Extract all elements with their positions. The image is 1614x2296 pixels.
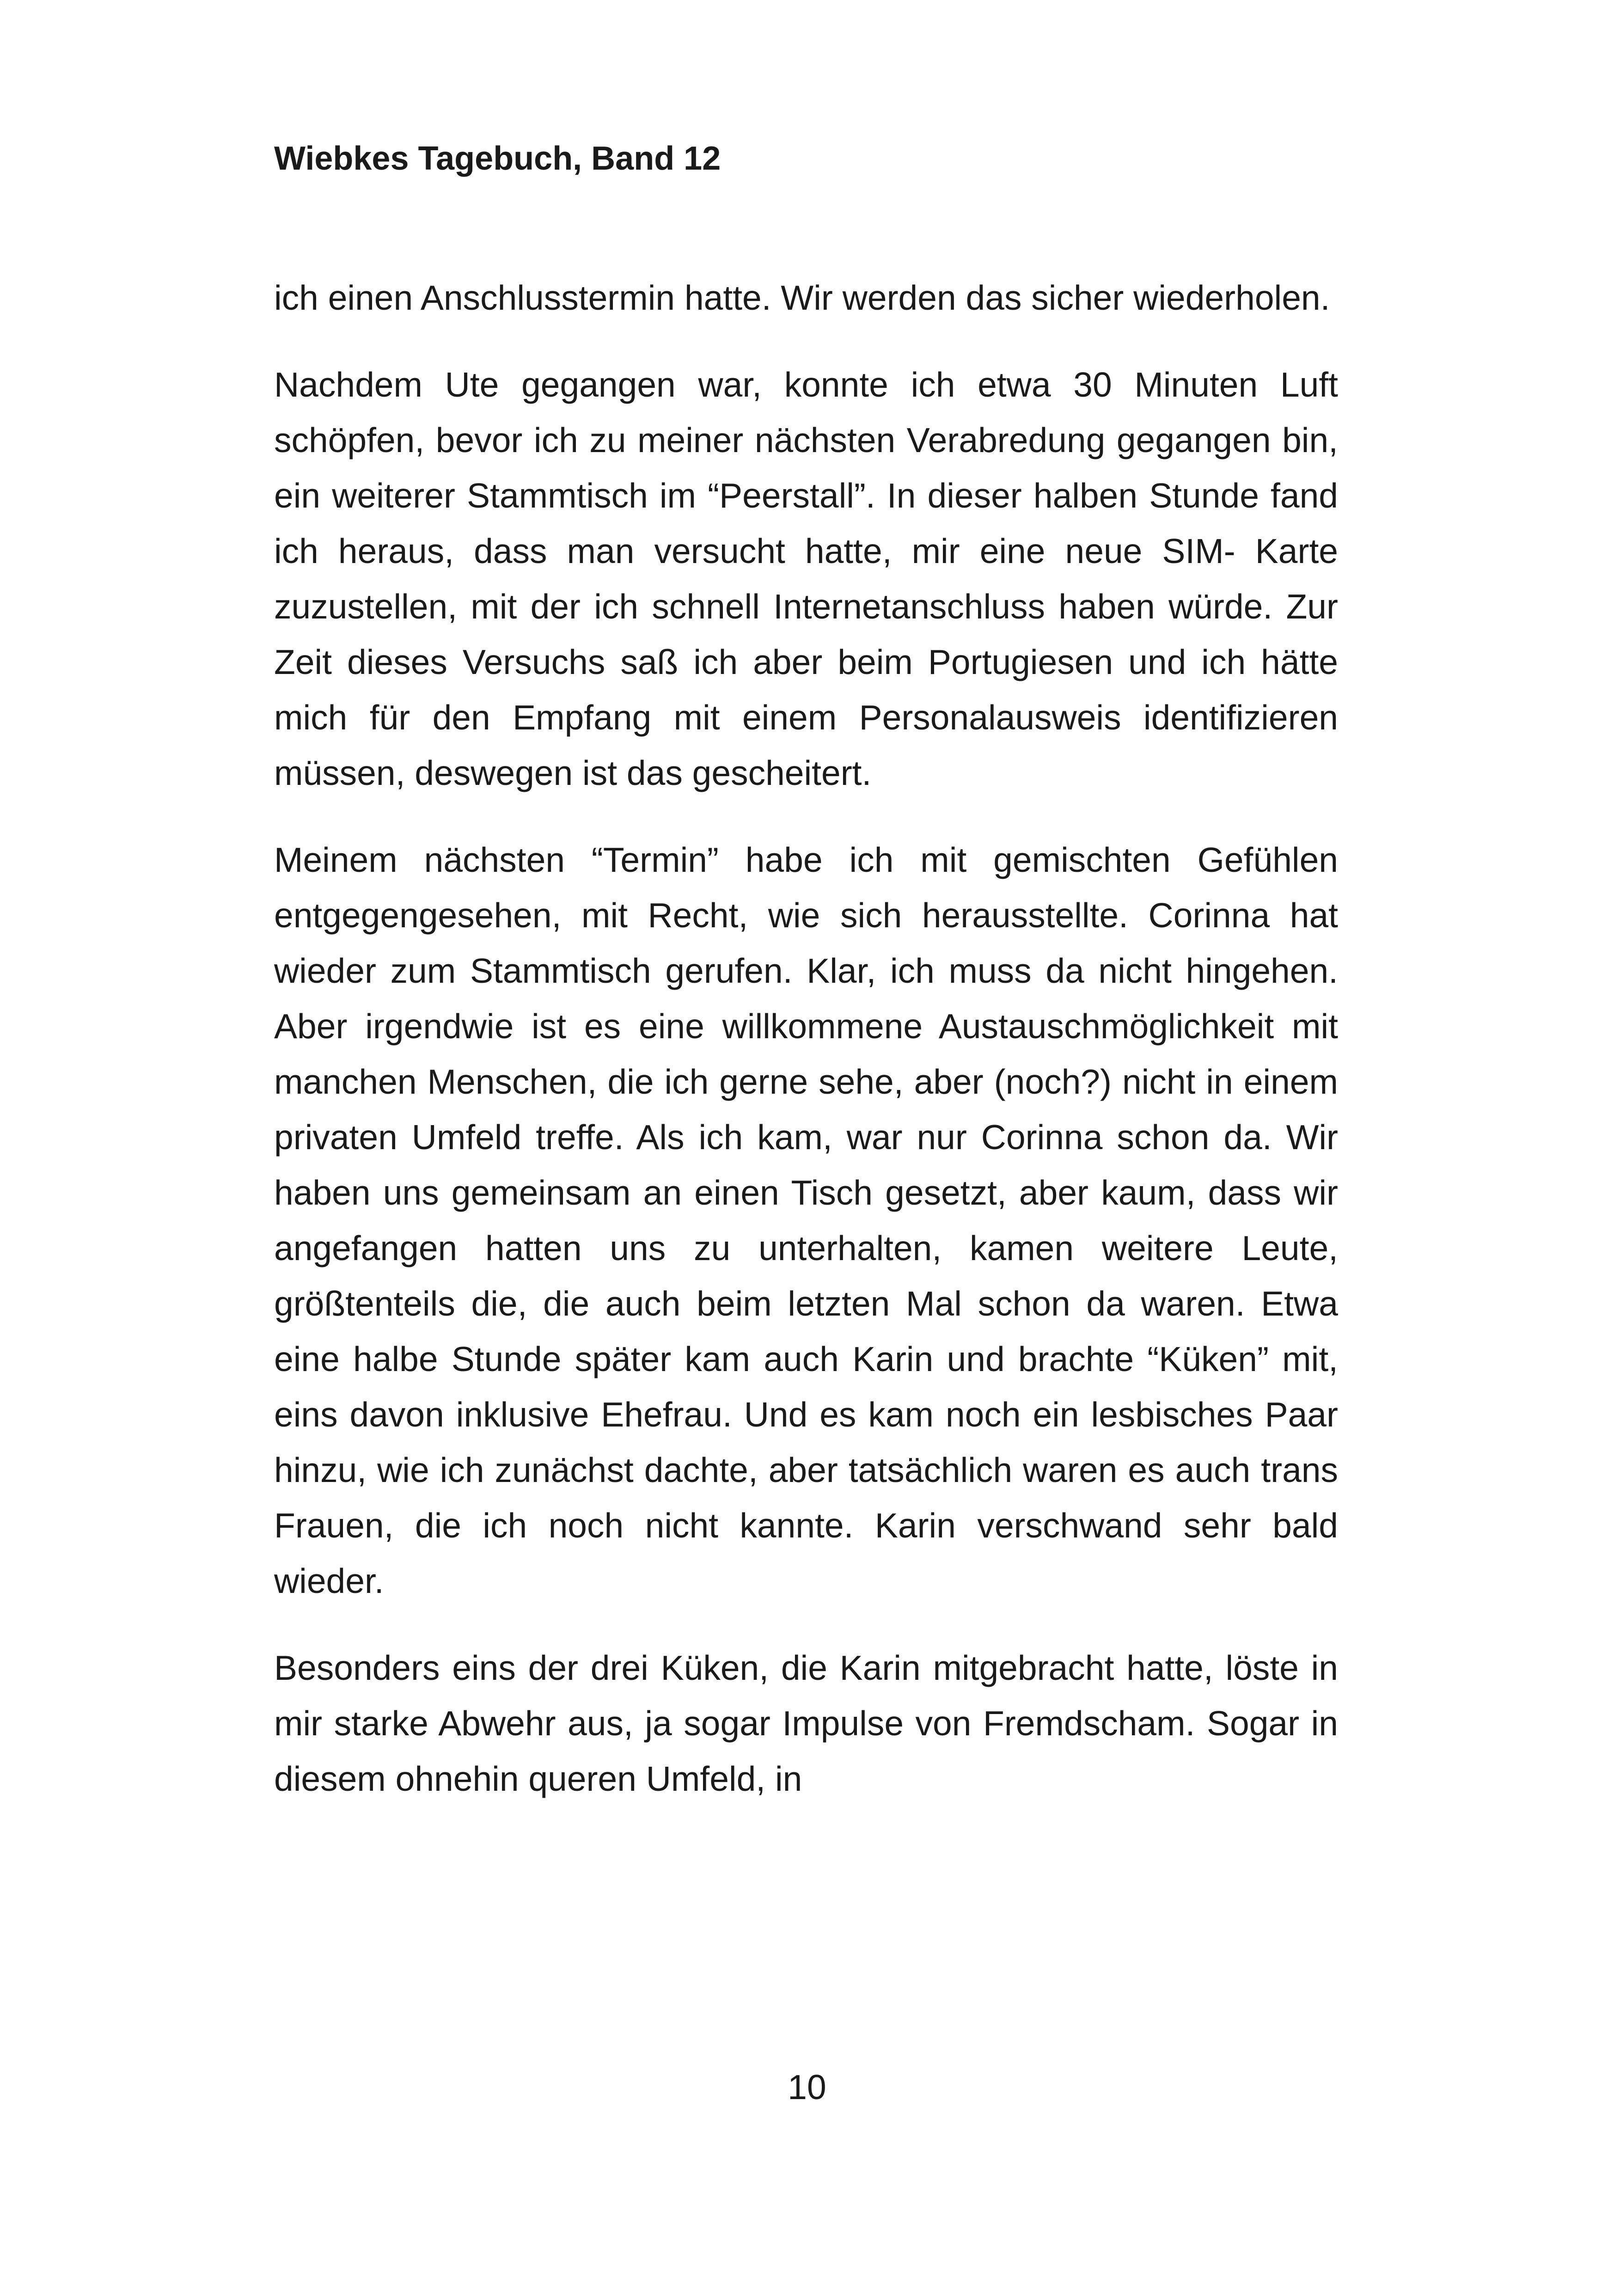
paragraph: Meinem nächsten “Termin” habe ich mit gemischten Gefühlen entgegengesehen, mit Recht, wie sich herausstellte. Corinna hat wieder zum Stammtisch gerufen. Klar, ich muss da nicht hingehen. Aber irgendwie ist es eine willkommene Austauschmöglichkeit mit manchen Menschen, die ich gerne sehe, aber (noch?) nicht in einem privaten Umfeld treffe. Als ich kam, war nur Corinna schon da. Wir haben uns gemeinsam an einen Tisch gesetzt, aber kaum, dass wir angefangen hatten uns zu unterhalten, kamen weitere Leute, größtenteils die, die auch beim letzten Mal schon da waren. Etwa eine halbe Stunde später kam auch Karin und brachte “Küken” mit, eins davon inklusive Ehefrau. Und es kam noch ein lesbisches Paar hinzu, wie ich zunächst dachte, aber tatsächlich waren es auch trans Frauen, die ich noch nicht kannte. Karin verschwand sehr bald wieder. [274, 840, 1338, 1600]
page-number: 10 [788, 2068, 826, 2106]
paragraph: ich einen Anschlusstermin hatte. Wir werden das sicher wiederholen. [274, 278, 1330, 317]
paragraph: Besonders eins der drei Küken, die Karin mitgebracht hatte, löste in mir starke Abwehr aus, ja sogar Impulse von Fremdscham. Sogar in diesem ohnehin queren Umfeld, in [274, 1648, 1338, 1798]
body-text [274, 270, 1338, 1838]
paragraph: Nachdem Ute gegangen war, konnte ich etwa 30 Minuten Luft schöpfen, bevor ich zu meiner nächsten Verabredung gegangen bin, ein weiterer Stammtisch im “Peerstall”. In dieser halben Stunde fand ich heraus, dass man versucht hatte, mir eine neue SIM- Karte zuzustellen, mit der ich schnell Internetanschluss haben würde. Zur Zeit dieses Versuchs saß ich aber beim Portugiesen und ich hätte mich für den Empfang mit einem Personalausweis identifizieren müssen, deswegen ist das gescheitert. [274, 365, 1338, 792]
running-header: Wiebkes Tagebuch, Band 12 [274, 140, 721, 177]
